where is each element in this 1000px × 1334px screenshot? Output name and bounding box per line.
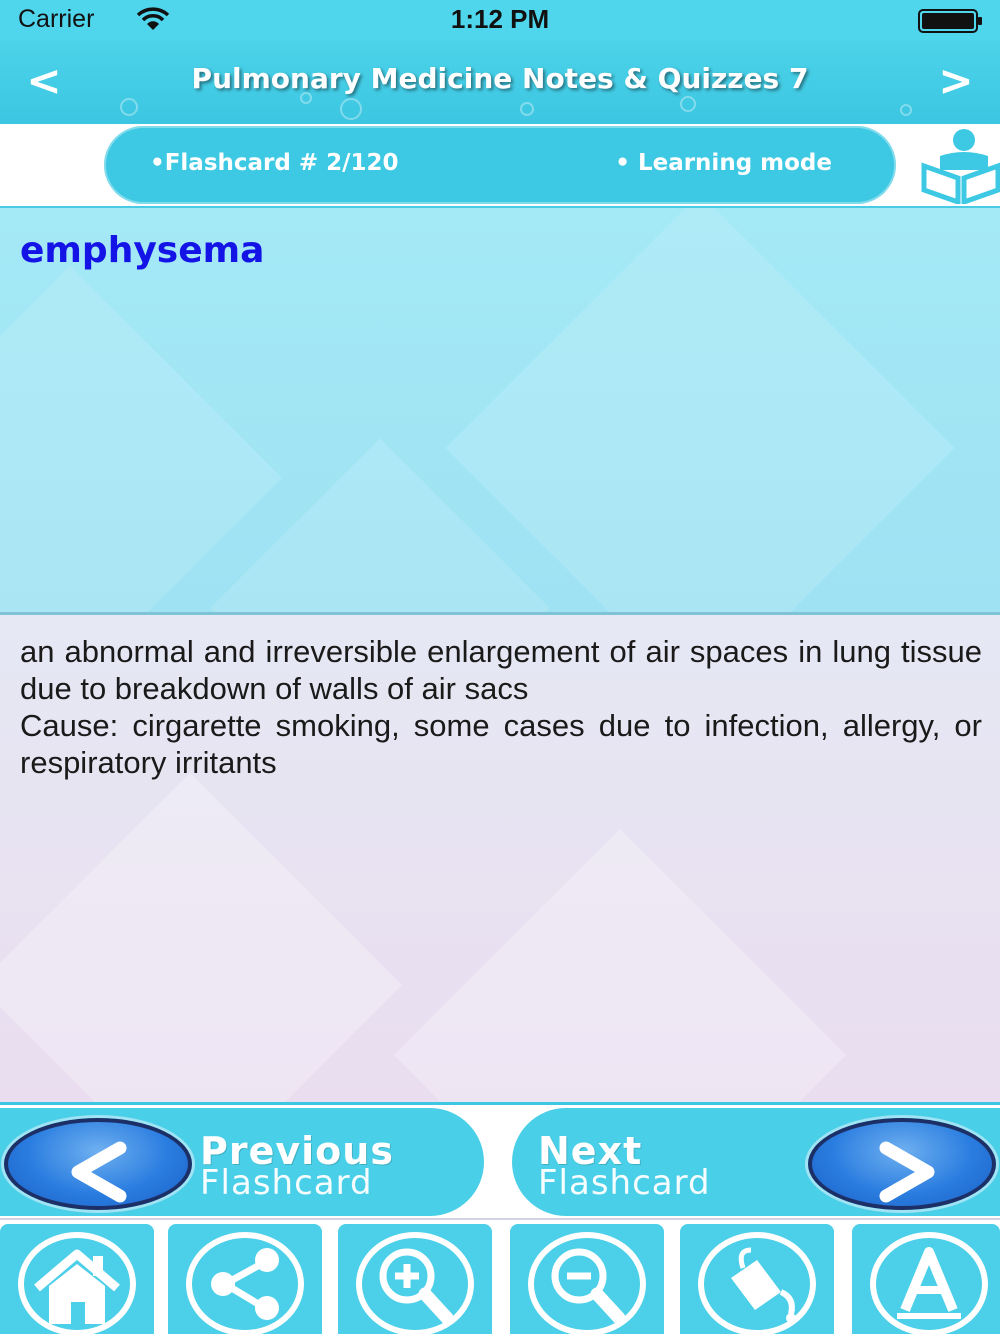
zoom-in-icon [365, 1238, 465, 1330]
next-label-small: Flashcard [538, 1163, 711, 1203]
font-button[interactable] [852, 1224, 1000, 1334]
home-button[interactable] [0, 1224, 154, 1334]
mode-label: • Learning mode [615, 150, 832, 176]
previous-label [200, 1129, 394, 1203]
definition-panel [0, 615, 1000, 1102]
background-facet [394, 829, 847, 1102]
bubble-decoration [340, 98, 362, 120]
background-facet [445, 206, 954, 612]
share-button[interactable] [168, 1224, 322, 1334]
battery-icon [918, 9, 984, 33]
previous-label-small: Flashcard [200, 1163, 373, 1203]
nav-bar [0, 40, 1000, 124]
flashcard-term: emphysema [20, 230, 265, 271]
bubble-decoration [120, 98, 138, 116]
flashcard-counter: •Flashcard # 2/120 [150, 150, 399, 176]
next-circle[interactable] [808, 1118, 996, 1210]
reader-icon [918, 126, 1000, 204]
next-label-big: Next [538, 1129, 643, 1173]
bubble-decoration [520, 102, 534, 116]
carrier-label: Carrier [18, 5, 95, 33]
share-icon [195, 1238, 295, 1330]
chevron-right-icon [868, 1140, 948, 1204]
forward-button[interactable]: > [938, 56, 974, 105]
back-button[interactable]: < [26, 56, 62, 105]
flashcard-definition [20, 633, 982, 781]
background-facet [0, 266, 282, 612]
bubble-decoration [680, 96, 696, 112]
definition-line: an abnormal and irreversible enlargement of air spaces in lung tissue due to breakdown of walls of air sacs [20, 634, 982, 706]
font-icon [879, 1238, 979, 1330]
bottom-toolbar [0, 1218, 1000, 1334]
color-theme-button[interactable] [680, 1224, 834, 1334]
bubble-decoration [900, 104, 912, 116]
clock: 1:12 PM [450, 4, 550, 34]
page-title: Pulmonary Medicine Notes & Quizzes 7 [191, 62, 809, 95]
previous-flashcard-button[interactable] [0, 1108, 484, 1216]
status-bar [0, 0, 1000, 40]
background-facet [0, 773, 402, 1102]
term-panel [0, 206, 1000, 612]
pager [0, 1102, 1000, 1218]
paint-bucket-icon [707, 1238, 807, 1330]
home-icon [27, 1238, 127, 1330]
zoom-in-button[interactable] [338, 1224, 492, 1334]
zoom-out-button[interactable] [510, 1224, 664, 1334]
previous-label-big: Previous [200, 1129, 394, 1173]
info-pill [104, 126, 896, 204]
definition-line: Cause: cirgarette smoking, some cases due to infection, allergy, or respiratory irritants [20, 708, 982, 780]
previous-circle [4, 1118, 192, 1210]
chevron-left-icon [58, 1140, 138, 1204]
zoom-out-icon [537, 1238, 637, 1330]
info-strip [0, 124, 1000, 206]
next-label [538, 1129, 711, 1203]
